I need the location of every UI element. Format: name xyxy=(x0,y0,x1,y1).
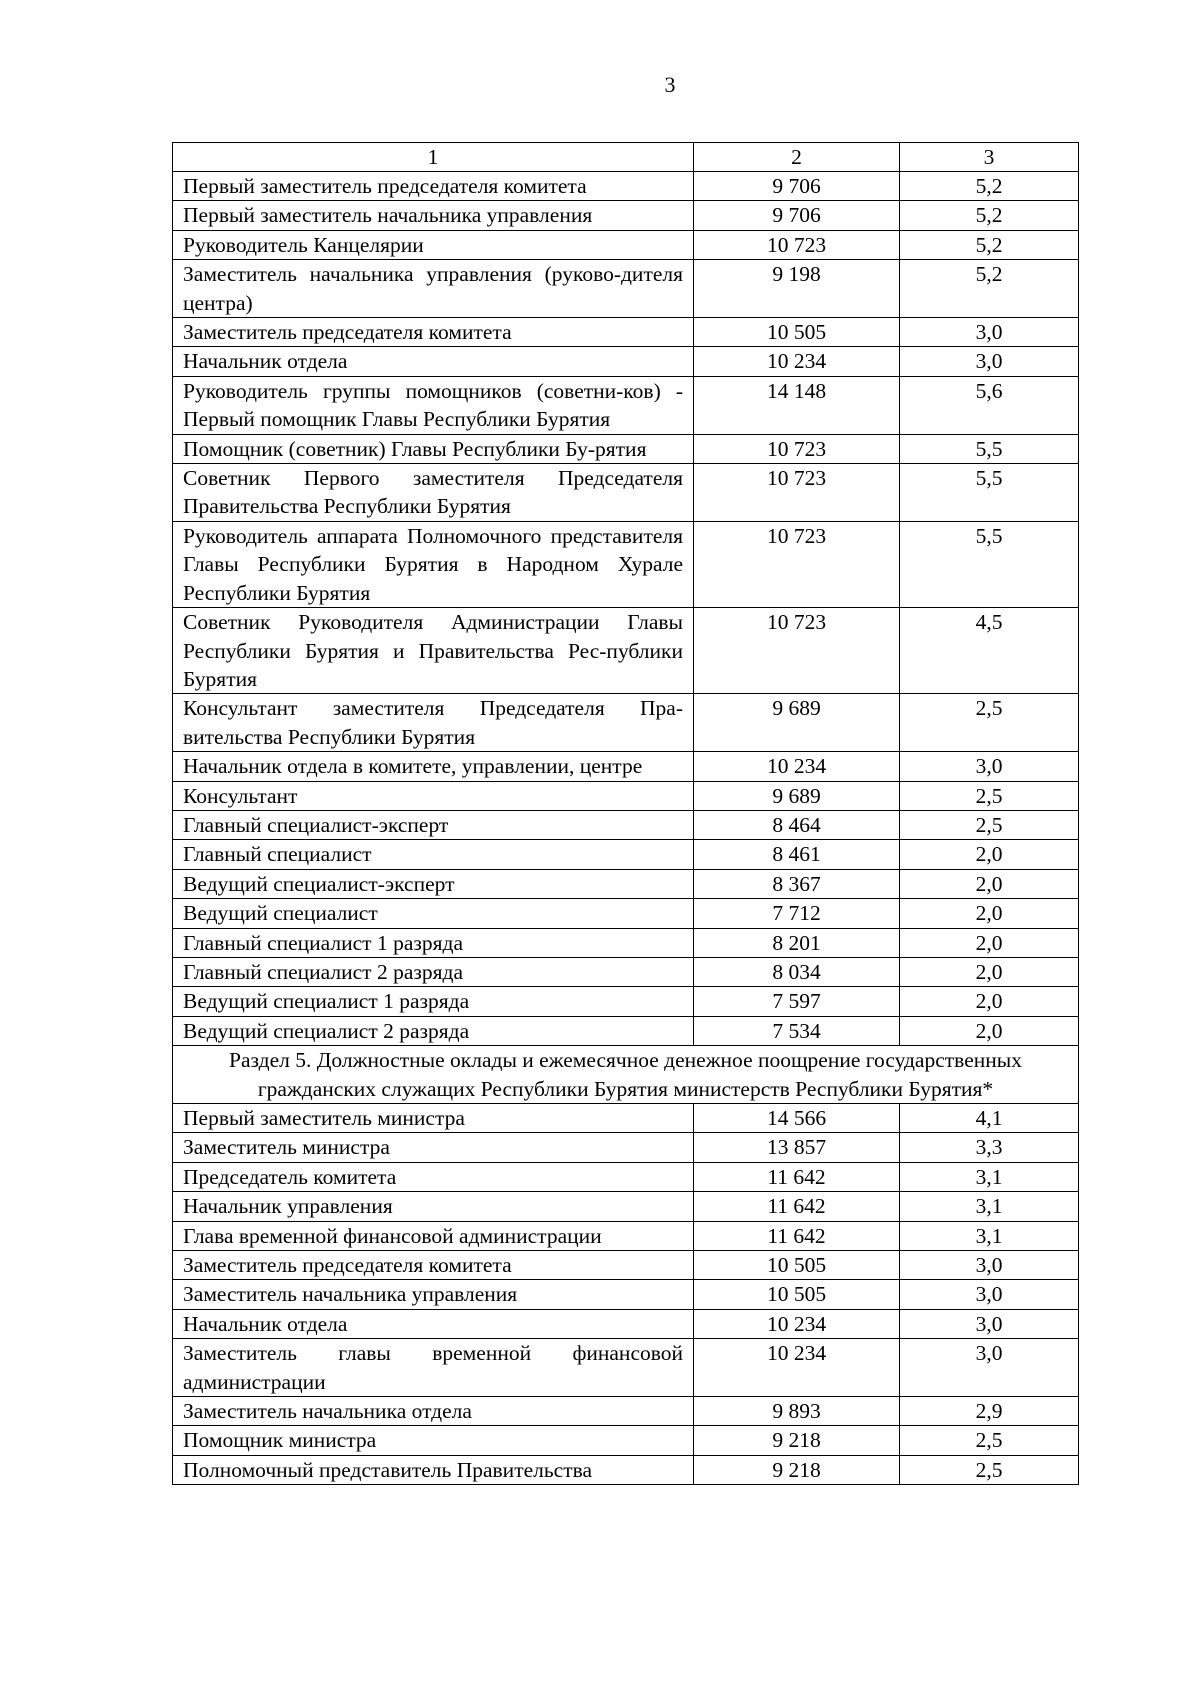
position-cell: Начальник управления xyxy=(173,1192,694,1221)
page-number: 3 xyxy=(664,72,676,97)
position-cell: Заместитель начальника управления xyxy=(173,1280,694,1309)
position-cell: Председатель комитета xyxy=(173,1162,694,1191)
salary-cell: 9 218 xyxy=(694,1426,900,1455)
table-row xyxy=(173,869,1079,898)
coefficient-cell: 4,5 xyxy=(900,608,1079,694)
table-row xyxy=(173,1426,1079,1455)
section-heading-row xyxy=(173,1046,1079,1104)
position-cell: Заместитель председателя комитета xyxy=(173,1251,694,1280)
table-row xyxy=(173,928,1079,957)
coefficient-cell: 3,3 xyxy=(900,1133,1079,1162)
position-cell: Советник Руководителя Администрации Главы Республики Бурятия и Правительства Рес-публики Бурятия xyxy=(173,608,694,694)
salary-cell: 10 234 xyxy=(694,752,900,781)
position-cell: Руководитель аппарата Полномочного представителя Главы Республики Бурятия в Народном Хурале Республики Бурятия xyxy=(173,521,694,607)
position-cell: Помощник (советник) Главы Республики Бу-рятия xyxy=(173,434,694,463)
salary-cell: 8 367 xyxy=(694,869,900,898)
coefficient-cell: 2,0 xyxy=(900,928,1079,957)
position-cell: Главный специалист 2 разряда xyxy=(173,957,694,986)
position-cell: Заместитель начальника отдела xyxy=(173,1397,694,1426)
column-number-3: 3 xyxy=(900,143,1079,172)
salary-cell: 8 034 xyxy=(694,957,900,986)
position-cell: Начальник отдела xyxy=(173,1309,694,1338)
coefficient-cell: 3,0 xyxy=(900,752,1079,781)
salary-cell: 10 723 xyxy=(694,434,900,463)
position-cell: Заместитель главы временной финансовой администрации xyxy=(173,1339,694,1397)
position-cell: Главный специалист xyxy=(173,840,694,869)
salary-cell: 9 218 xyxy=(694,1455,900,1484)
position-cell: Ведущий специалист xyxy=(173,899,694,928)
table-row xyxy=(173,1192,1079,1221)
column-number-2: 2 xyxy=(694,143,900,172)
table-row xyxy=(173,172,1079,201)
table-row xyxy=(173,1280,1079,1309)
table-row xyxy=(173,1104,1079,1133)
salary-cell: 10 505 xyxy=(694,1280,900,1309)
coefficient-cell: 3,0 xyxy=(900,347,1079,376)
column-number-header-row xyxy=(173,143,1079,172)
salary-cell: 10 723 xyxy=(694,521,900,607)
coefficient-cell: 2,5 xyxy=(900,694,1079,752)
table-row xyxy=(173,840,1079,869)
position-cell: Заместитель председателя комитета xyxy=(173,318,694,347)
coefficient-cell: 5,5 xyxy=(900,434,1079,463)
position-cell: Начальник отдела в комитете, управлении, центре xyxy=(173,752,694,781)
coefficient-cell: 2,0 xyxy=(900,987,1079,1016)
coefficient-cell: 5,5 xyxy=(900,521,1079,607)
table-row xyxy=(173,201,1079,230)
table-row xyxy=(173,230,1079,259)
coefficient-cell: 2,9 xyxy=(900,1397,1079,1426)
table-row xyxy=(173,1251,1079,1280)
position-cell: Начальник отдела xyxy=(173,347,694,376)
table-row xyxy=(173,1455,1079,1484)
salary-cell: 14 566 xyxy=(694,1104,900,1133)
position-cell: Полномочный представитель Правительства xyxy=(173,1455,694,1484)
coefficient-cell: 2,0 xyxy=(900,869,1079,898)
salary-cell: 9 706 xyxy=(694,172,900,201)
coefficient-cell: 2,0 xyxy=(900,1016,1079,1045)
table-row xyxy=(173,781,1079,810)
table-row xyxy=(173,608,1079,694)
table-row xyxy=(173,521,1079,607)
salary-cell: 8 461 xyxy=(694,840,900,869)
table-row xyxy=(173,1339,1079,1397)
coefficient-cell: 4,1 xyxy=(900,1104,1079,1133)
table-row xyxy=(173,1309,1079,1338)
table-row xyxy=(173,694,1079,752)
coefficient-cell: 3,1 xyxy=(900,1221,1079,1250)
position-cell: Глава временной финансовой администрации xyxy=(173,1221,694,1250)
salary-cell: 10 723 xyxy=(694,464,900,522)
salary-cell: 7 712 xyxy=(694,899,900,928)
salary-cell: 10 234 xyxy=(694,1309,900,1338)
salary-cell: 11 642 xyxy=(694,1162,900,1191)
section-title: Раздел 5. Должностные оклады и ежемесячное денежное поощрение государственных гражданских служащих Республики Бурятия министерств Республики Бурятия* xyxy=(173,1046,1079,1104)
table-row xyxy=(173,810,1079,839)
coefficient-cell: 2,0 xyxy=(900,957,1079,986)
table-row xyxy=(173,1133,1079,1162)
table-row xyxy=(173,376,1079,434)
salary-cell: 9 689 xyxy=(694,694,900,752)
coefficient-cell: 5,2 xyxy=(900,201,1079,230)
position-cell: Первый заместитель председателя комитета xyxy=(173,172,694,201)
salary-cell: 13 857 xyxy=(694,1133,900,1162)
salary-cell: 10 723 xyxy=(694,230,900,259)
coefficient-cell: 3,1 xyxy=(900,1162,1079,1191)
position-cell: Консультант заместителя Председателя Пра-вительства Республики Бурятия xyxy=(173,694,694,752)
coefficient-cell: 2,5 xyxy=(900,1455,1079,1484)
coefficient-cell: 5,2 xyxy=(900,260,1079,318)
position-cell: Ведущий специалист 2 разряда xyxy=(173,1016,694,1045)
coefficient-cell: 2,0 xyxy=(900,899,1079,928)
table-row xyxy=(173,752,1079,781)
coefficient-cell: 3,0 xyxy=(900,1280,1079,1309)
salary-cell: 10 505 xyxy=(694,1251,900,1280)
table-row xyxy=(173,1397,1079,1426)
coefficient-cell: 3,0 xyxy=(900,1251,1079,1280)
position-cell: Руководитель группы помощников (советни-ков) - Первый помощник Главы Республики Бурятия xyxy=(173,376,694,434)
coefficient-cell: 3,0 xyxy=(900,318,1079,347)
position-cell: Ведущий специалист-эксперт xyxy=(173,869,694,898)
position-cell: Ведущий специалист 1 разряда xyxy=(173,987,694,1016)
table-row xyxy=(173,987,1079,1016)
position-cell: Руководитель Канцелярии xyxy=(173,230,694,259)
coefficient-cell: 5,2 xyxy=(900,230,1079,259)
salary-cell: 11 642 xyxy=(694,1221,900,1250)
salary-table xyxy=(172,142,1079,1485)
salary-cell: 10 723 xyxy=(694,608,900,694)
salary-cell: 9 893 xyxy=(694,1397,900,1426)
table-row xyxy=(173,1016,1079,1045)
salary-cell: 14 148 xyxy=(694,376,900,434)
table-row xyxy=(173,347,1079,376)
salary-cell: 10 234 xyxy=(694,347,900,376)
table-row xyxy=(173,464,1079,522)
salary-cell: 7 597 xyxy=(694,987,900,1016)
column-number-1: 1 xyxy=(173,143,694,172)
coefficient-cell: 5,6 xyxy=(900,376,1079,434)
salary-cell: 11 642 xyxy=(694,1192,900,1221)
position-cell: Первый заместитель министра xyxy=(173,1104,694,1133)
position-cell: Заместитель начальника управления (руково-дителя центра) xyxy=(173,260,694,318)
salary-cell: 10 505 xyxy=(694,318,900,347)
table-row xyxy=(173,899,1079,928)
position-cell: Главный специалист 1 разряда xyxy=(173,928,694,957)
coefficient-cell: 3,1 xyxy=(900,1192,1079,1221)
salary-cell: 9 706 xyxy=(694,201,900,230)
coefficient-cell: 2,0 xyxy=(900,840,1079,869)
table-row xyxy=(173,1221,1079,1250)
coefficient-cell: 2,5 xyxy=(900,1426,1079,1455)
coefficient-cell: 3,0 xyxy=(900,1339,1079,1397)
position-cell: Главный специалист-эксперт xyxy=(173,810,694,839)
position-cell: Заместитель министра xyxy=(173,1133,694,1162)
position-cell: Советник Первого заместителя Председателя Правительства Республики Бурятия xyxy=(173,464,694,522)
table-row xyxy=(173,260,1079,318)
salary-cell: 8 201 xyxy=(694,928,900,957)
position-cell: Помощник министра xyxy=(173,1426,694,1455)
coefficient-cell: 5,2 xyxy=(900,172,1079,201)
coefficient-cell: 3,0 xyxy=(900,1309,1079,1338)
position-cell: Первый заместитель начальника управления xyxy=(173,201,694,230)
coefficient-cell: 5,5 xyxy=(900,464,1079,522)
coefficient-cell: 2,5 xyxy=(900,781,1079,810)
salary-cell: 8 464 xyxy=(694,810,900,839)
table-row xyxy=(173,434,1079,463)
salary-cell: 7 534 xyxy=(694,1016,900,1045)
salary-table-container xyxy=(172,142,1078,1485)
salary-cell: 9 198 xyxy=(694,260,900,318)
salary-cell: 10 234 xyxy=(694,1339,900,1397)
salary-cell: 9 689 xyxy=(694,781,900,810)
table-row xyxy=(173,957,1079,986)
table-row xyxy=(173,1162,1079,1191)
coefficient-cell: 2,5 xyxy=(900,810,1079,839)
position-cell: Консультант xyxy=(173,781,694,810)
table-row xyxy=(173,318,1079,347)
